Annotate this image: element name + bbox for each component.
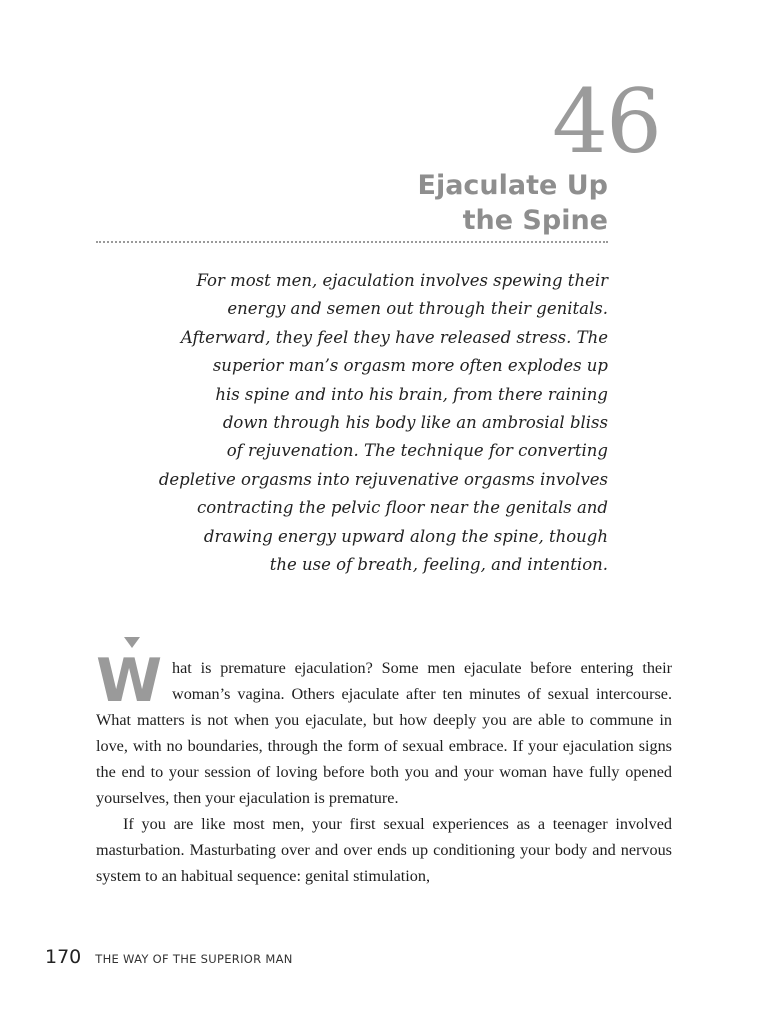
body-text (96, 646, 672, 889)
dotted-divider (96, 241, 608, 243)
epigraph-line: energy and semen out through their genitals. (227, 299, 608, 319)
drop-cap-letter: W (96, 646, 163, 716)
paragraph (96, 646, 672, 811)
epigraph-line: For most men, ejaculation involves spewing their (196, 271, 608, 290)
epigraph-line: his spine and into his brain, from there raining (215, 384, 608, 404)
chapter-title-line: Ejaculate Up (417, 170, 608, 201)
epigraph-line: the use of breath, feeling, and intention. (269, 555, 608, 575)
epigraph-line: drawing energy upward along the spine, though (203, 526, 608, 546)
epigraph-line: down through his body like an ambrosial bliss (222, 413, 608, 433)
paragraph: If you are like most men, your first sexual experiences as a teenager involved masturbation. Masturbating over and over ends up conditioning your body and nervous system to an habitual sequence: genital stimulation, (96, 815, 672, 885)
epigraph-line: of rejuvenation. The technique for converting (226, 441, 608, 461)
running-head: THE WAY OF THE SUPERIOR MAN (95, 952, 293, 966)
chapter-title (308, 168, 608, 238)
epigraph-line: Afterward, they feel they have released stress. The (180, 327, 608, 347)
page-footer (45, 946, 293, 968)
page-number: 170 (45, 946, 82, 968)
paragraph-text: hat is premature ejaculation? Some men ejaculate before entering their woman’s vagina. Others ejaculate after ten minutes of sexual intercourse. What matters is not when you ejaculate, but how deeply you are able to commune in love, with no boundaries, through the form of sexual embrace. If your ejaculation signs the end to your session of loving before both you and your woman have fully opened yourselves, then your ejaculation is premature. (96, 659, 672, 807)
chapter-number: 46 (552, 70, 660, 173)
drop-cap (96, 646, 168, 716)
epigraph-line: superior man’s orgasm more often explodes up (212, 356, 608, 376)
epigraph-line: depletive orgasms into rejuvenative orgasms involves (158, 469, 608, 489)
epigraph-line: contracting the pelvic floor near the genitals and (196, 498, 608, 518)
chapter-title-line: the Spine (462, 205, 608, 236)
epigraph (138, 267, 608, 579)
